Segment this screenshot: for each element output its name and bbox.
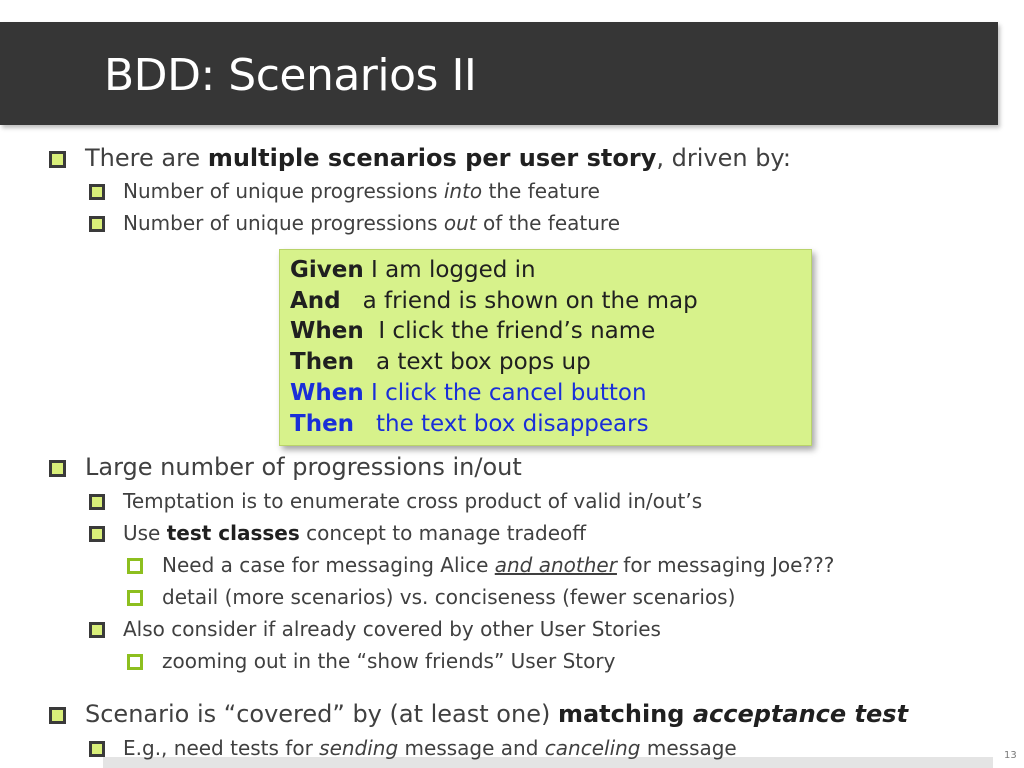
bullet-square-icon (89, 741, 105, 757)
step-text: I click the friend’s name (363, 318, 656, 344)
text: Scenario is “covered” by (at least one) (85, 700, 558, 728)
bullet-square-icon (49, 151, 66, 168)
gherkin-line-when-cancel (290, 378, 647, 408)
text: Need a case for messaging Alice (162, 553, 495, 577)
bold-text: matching (557, 700, 693, 728)
bullet-square-icon (49, 460, 66, 477)
text: E.g., need tests for (123, 736, 320, 760)
text: concept to manage tradeoff (299, 521, 587, 545)
keyword: Given (290, 257, 364, 283)
sub-sub-bullet-alice (162, 552, 834, 578)
text: the feature (482, 179, 600, 203)
text: Use (123, 521, 167, 545)
bullet-multiple-scenarios (85, 143, 791, 173)
sub-bullet-temptation: Temptation is to enumerate cross product of valid in/out’s (123, 489, 703, 513)
keyword: When (290, 318, 364, 344)
bullet-square-icon (127, 590, 143, 606)
bullet-scenario-covered (85, 699, 908, 729)
sub-bullet-test-classes (123, 520, 586, 546)
gherkin-line-given (290, 255, 536, 285)
bullet-square-icon (127, 654, 143, 670)
gherkin-line-and (290, 286, 698, 316)
bullet-square-icon (89, 184, 105, 200)
bold-text: multiple scenarios per user story (207, 144, 657, 172)
gherkin-line-when (290, 316, 655, 346)
text: Number of unique progressions (123, 179, 444, 203)
bold-text: test classes (166, 521, 300, 545)
bullet-square-icon (89, 494, 105, 510)
step-text: the text box disappears (354, 411, 649, 437)
step-text: I click the cancel button (363, 380, 647, 406)
sub-bullet-into (123, 178, 600, 204)
bullet-square-icon (89, 526, 105, 542)
sub-sub-bullet-zooming: zooming out in the “show friends” User Story (162, 649, 616, 673)
bullet-large-number: Large number of progressions in/out (85, 453, 522, 481)
text: message (640, 736, 737, 760)
gherkin-line-then (290, 347, 591, 377)
sub-bullet-out (123, 210, 620, 236)
step-text: I am logged in (363, 257, 536, 283)
text: There are (85, 144, 208, 172)
bullet-square-icon (89, 622, 105, 638)
italic-text: out (443, 211, 477, 235)
bullet-square-icon (49, 707, 66, 724)
italic-text: canceling (544, 736, 641, 760)
gherkin-line-then-disappears (290, 409, 649, 439)
text: Number of unique progressions (123, 211, 444, 235)
bold-italic-text: acceptance test (692, 700, 909, 728)
slide-title: BDD: Scenarios II (104, 50, 477, 101)
text: for messaging Joe??? (616, 553, 835, 577)
italic-text: sending (319, 736, 399, 760)
slide-number: 13 (1004, 750, 1017, 761)
italic-text: into (443, 179, 483, 203)
keyword: And (290, 288, 341, 314)
text: message and (398, 736, 545, 760)
sub-sub-bullet-detail: detail (more scenarios) vs. conciseness (fewer scenarios) (162, 585, 736, 609)
keyword: Then (290, 411, 355, 437)
bullet-square-icon (89, 216, 105, 232)
keyword: When (290, 380, 364, 406)
step-text: a text box pops up (354, 349, 591, 375)
italic-underlined-text: and another (494, 553, 617, 577)
text: , driven by: (656, 144, 791, 172)
sub-bullet-also-consider: Also consider if already covered by other User Stories (123, 617, 661, 641)
bullet-square-icon (127, 558, 143, 574)
text: of the feature (476, 211, 621, 235)
keyword: Then (290, 349, 355, 375)
step-text: a friend is shown on the map (340, 288, 698, 314)
sub-bullet-eg-tests (123, 735, 737, 761)
